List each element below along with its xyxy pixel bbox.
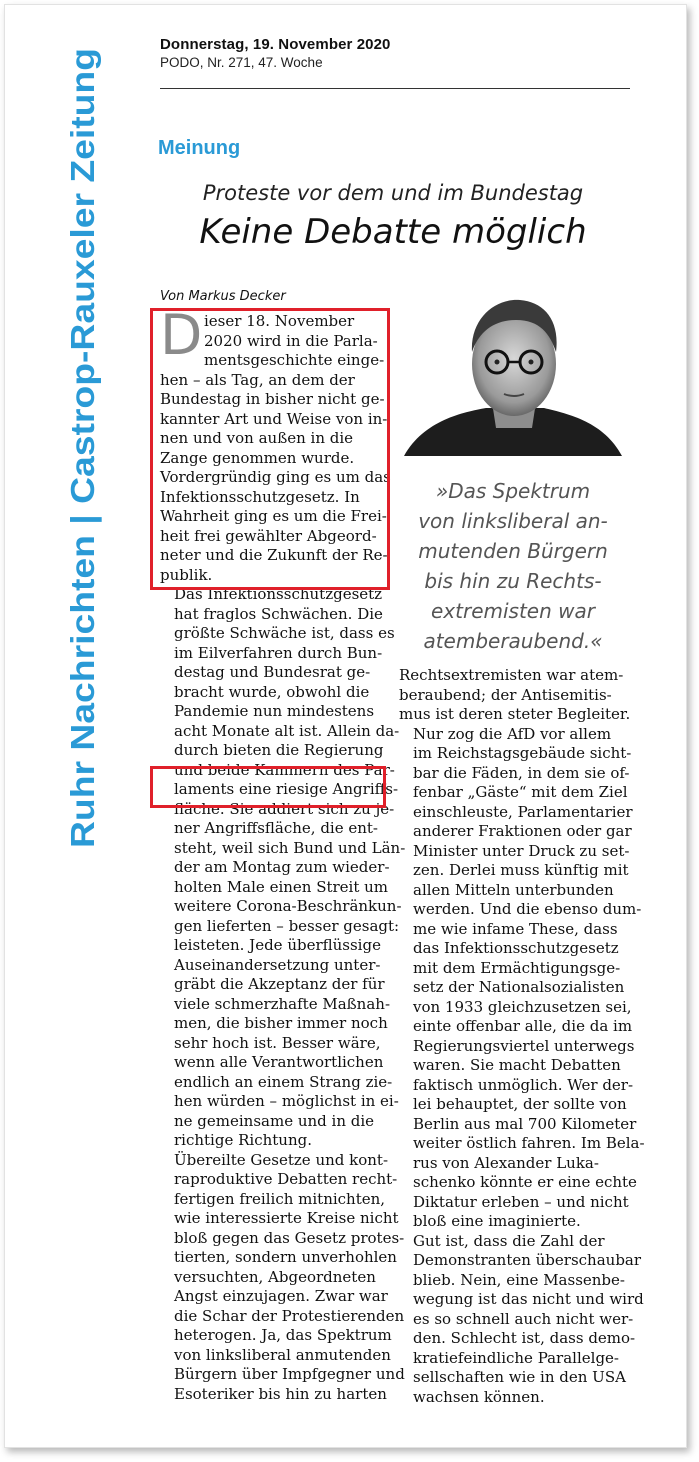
masthead-vertical [48,20,108,850]
text-line: blieb. Nein, eine Massenbe- [413,1270,625,1289]
text-line: anderer Fraktionen oder gar [413,822,632,840]
text-line: laments eine riesige Angriffs- [174,780,399,798]
text-line: »Das Spektrum [435,479,591,503]
text-line: richtige Richtung. [174,1131,312,1149]
text-line: mutenden Bürgern [418,539,608,563]
text-line: ner Angriffsfläche, die ent- [174,819,378,837]
text-line: Zange genommen wurde. [160,448,355,467]
text-line: extremisten war [431,599,595,623]
highlight-box-attack-surface [150,766,399,808]
text-line: gräbt die Akzeptanz der für [174,975,385,993]
text-line: hen – als Tag, an dem der [160,370,355,389]
paragraph-4 [399,666,631,725]
article-column-2 [399,666,645,1407]
section-label: Meinung [158,137,241,159]
article-byline: Von Markus Decker [160,289,286,304]
text-line: steht, weil sich Bund und Län- [174,838,406,857]
text-line: neter und die Zukunft der Re- [160,546,388,564]
text-line: von 1933 gleichzusetzen sei, [413,997,632,1016]
text-line: publik. [160,565,213,584]
text-line: weiter östlich fahren. Im Bela- [413,1134,645,1152]
text-line: Infektionsschutzgesetz. In [160,487,360,506]
author-portrait [404,290,622,456]
text-line: holten Male einen Streit um [174,877,389,896]
text-line: 2020 wird in die Parla- [204,331,378,350]
text-line: Berlin aus mal 700 Kilometer [413,1114,637,1133]
text-line: gen lieferten – besser gesagt: [174,916,400,935]
text-line: rus von Alexander Luka- [413,1153,599,1172]
text-line: Diktatur erleben – und nicht [413,1192,629,1211]
text-line: wenn alle Verantwortlichen [174,1053,384,1071]
text-line: von linksliberal anmutenden [174,1345,391,1364]
text-line: heit frei gewählter Abgeord- [160,526,377,545]
text-line: Nur zog die AfD vor allem [413,724,612,743]
text-line: bis hin zu Rechts- [424,569,602,593]
text-line: mus ist deren steter Begleiter. [399,705,631,723]
text-line: faktisch unmöglich. Wer der- [413,1075,634,1094]
text-line: weitere Corona-Beschränkun- [174,897,402,915]
text-line: mit dem Ermächtigungsge- [413,958,621,977]
issue-date: Donnerstag, 19. November 2020 [160,36,391,53]
text-line: die Schar der Protestierenden [174,1306,405,1325]
text-line: wegung ist das nicht und wird [413,1290,644,1308]
text-line: kratiefeindliche Parallelge- [413,1348,619,1367]
text-line: das Infektionsschutzgesetz [413,939,619,957]
issue-number: PODO, Nr. 271, 47. Woche [160,55,323,70]
text-line: hen würden – möglichst in ei- [174,1092,399,1110]
text-line: Wahrheit ging es um die Frei- [160,507,387,525]
paragraph-6 [399,1231,644,1408]
text-line: Esoteriker bis hin zu harten [174,1384,387,1403]
text-line: tierten, sondern unverhohlen [174,1248,397,1266]
article-subtitle: Proteste vor dem und im Bundestag [202,181,584,205]
text-line: nen und von außen in die [160,429,354,447]
text-line: werden. Und die ebenso dum- [413,900,642,918]
text-line: Übereilte Gesetze und kont- [174,1150,389,1169]
text-line: den. Schlecht ist, dass demo- [413,1329,636,1347]
text-line: Rechtsextremisten war atem- [399,666,624,684]
paragraph-3 [160,1150,405,1405]
text-line: men, die bisher immer noch [174,1014,388,1032]
text-line: raproduktive Debatten recht- [174,1170,398,1188]
paragraph-2 [160,585,406,1151]
article-headline: Keine Debatte möglich [199,212,587,252]
text-line: heterogen. Ja, das Spektrum [174,1326,392,1344]
text-line: einte offenbar alle, die da im [413,1017,633,1035]
text-line: Demonstranten überschaubar [413,1251,642,1269]
text-line: leisteten. Jede überflüssige [174,936,381,954]
header-rule [160,88,630,89]
text-line: bracht wurde, obwohl die [174,682,370,701]
text-line: hat fraglos Schwächen. Die [174,604,383,623]
text-line: Bürgern über Impfgegner und [174,1365,405,1383]
text-line: me wie infame These, dass [413,919,618,938]
text-line: Pandemie nun mindestens [174,702,375,720]
drop-cap: D [160,303,203,367]
text-line: schenko könnte er eine echte [413,1173,637,1191]
text-line: von linksliberal an- [418,509,608,533]
text-line: bar die Fäden, in dem sie of- [413,763,630,782]
text-line: kannter Art und Weise von in- [160,409,388,428]
text-line: bloß eine imaginierte. [413,1212,581,1230]
text-line: durch bieten die Regierung [174,741,384,759]
text-line: acht Monate alt ist. Allein da- [174,721,400,740]
text-line: atemberaubend.« [423,629,603,653]
text-line: lei behauptet, der sollte von [413,1095,627,1113]
text-line: versuchten, Abgeordneten [174,1267,376,1286]
text-line: im Eilverfahren durch Bun- [174,643,383,662]
text-line: Vordergründig ging es um das [160,468,391,486]
text-line: wie interessierte Kreise nicht [174,1209,399,1227]
text-line: wachsen können. [413,1387,545,1406]
text-line: einschleuste, Parlamentarier [413,802,633,821]
text-line: fertigen freilich mitnichten, [174,1189,386,1208]
text-line: endlich an einem Strang zie- [174,1072,393,1091]
text-line: größte Schwäche ist, dass es [174,624,395,642]
text-line: Regierungsviertel unterwegs [413,1036,635,1055]
text-line: waren. Sie macht Debatten [413,1056,621,1074]
masthead-text: Ruhr Nachrichten | Castrop-Rauxeler Zeitung [65,129,102,848]
text-line: Gut ist, dass die Zahl der [413,1231,605,1250]
text-line: setz der Nationalsozialisten [413,978,625,996]
text-line: sehr hoch ist. Besser wäre, [174,1033,381,1052]
text-line: mentsgeschichte einge- [204,351,385,369]
highlight-box-intro [150,303,390,590]
text-line: viele schmerzhafte Maßnah- [174,994,391,1013]
pull-quote [400,476,626,656]
text-line: beraubend; der Antisemitis- [399,685,612,704]
text-line: sellschaften wie in den USA [413,1368,626,1386]
text-line: es so schnell auch nicht wer- [413,1309,634,1328]
text-line: Auseinandersetzung unter- [174,955,381,974]
text-line: destag und Bundesrat ge- [174,663,371,681]
text-line: ieser 18. November [204,312,355,330]
text-line: der am Montag zum wieder- [174,858,390,876]
text-line: allen Mitteln unterbunden [413,880,614,899]
text-line: Minister unter Druck zu set- [413,841,630,860]
text-line: Das Infektionsschutzgesetz [174,585,383,603]
text-line: fenbar „Gäste“ mit dem Ziel [413,783,628,801]
text-line: bloß gegen das Gesetz protes- [174,1228,405,1247]
text-line: und beide Kammern des Par- [174,760,395,779]
text-line: ne gemeinsame und in die [174,1111,375,1130]
text-line: im Reichstagsgebäude sicht- [413,744,632,762]
text-line: zen. Derlei muss künftig mit [413,861,629,879]
text-line: fläche. Sie addiert sich zu je- [174,799,395,818]
text-line: Angst einzujagen. Zwar war [174,1287,388,1305]
paragraph-5 [399,724,645,1232]
text-line: Bundestag in bisher nicht ge- [160,390,385,408]
